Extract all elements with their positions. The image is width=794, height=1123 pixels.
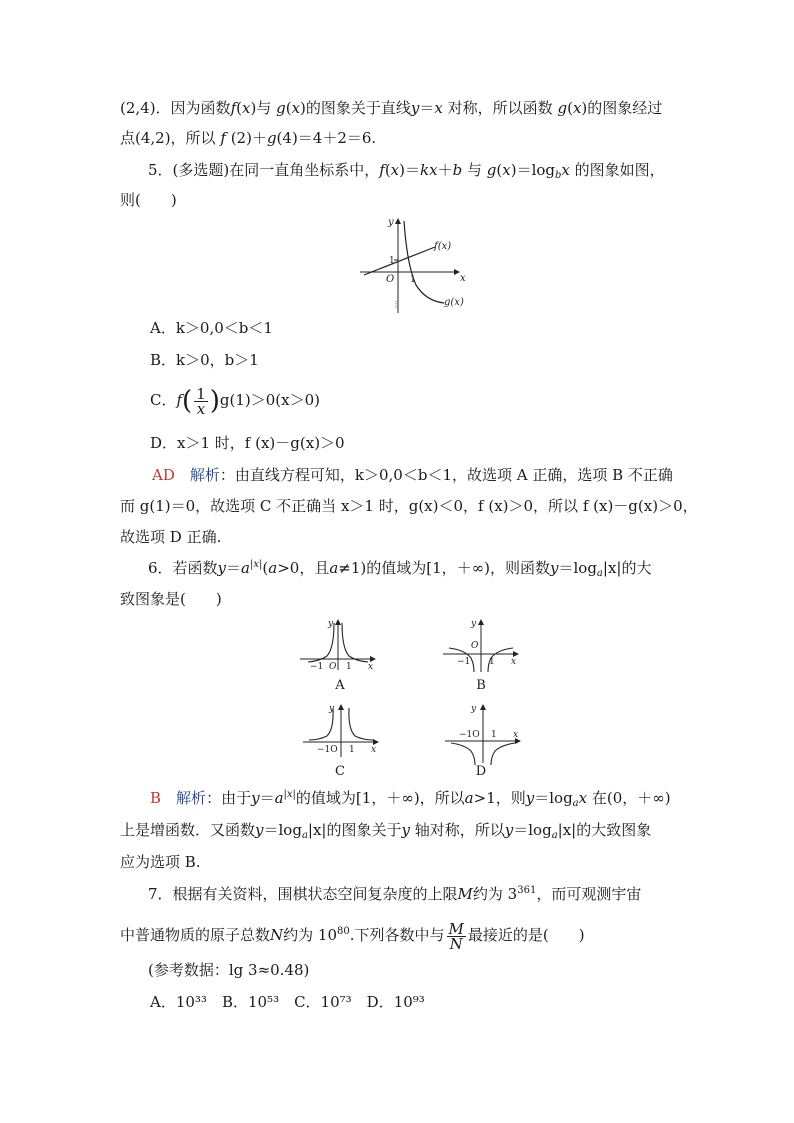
q5-option-c-num: 1	[196, 384, 206, 403]
q6-graph-b	[443, 618, 521, 672]
q6-stem-line-1: 6．若函数$y=a^{|x|}(a>0$，且a≠1)的值域为[1，＋∞)，则函数$y=\log_a|x|$的大	[148, 559, 652, 579]
svg-text:−1: −1	[310, 662, 324, 672]
q6-graph-a	[300, 618, 378, 672]
svg-text:1: 1	[489, 657, 495, 667]
q5-option-b: B．k＞0，b＞1	[150, 351, 259, 369]
svg-text:1: 1	[346, 662, 352, 672]
q7-stem-line-2: 中普通物质的原子总数N约为 $10^{80}$.下列各数中与 $\frac{M}{N}$ 最接近的是( )	[120, 919, 585, 953]
q6-graph-d-label: D	[475, 764, 487, 779]
q6-graph-c-label: C	[335, 764, 345, 779]
q5-graph-tick-y1: 1	[389, 256, 395, 266]
svg-text:−1O: −1O	[459, 730, 480, 740]
q5-explain-line-2: 而 g(1)＝0，故选项 C 不正确当 x＞1 时，g(x)＜0，f (x)＞0，所以 f (x)－g(x)＞0，	[120, 497, 698, 515]
q6-explain-line-2: 上是增函数．又函数$y=\log_a|x|$的图象关于y 轴对称，所以$y=\log_a|x|$的大致图象	[120, 821, 652, 841]
q5-answer: AD	[152, 466, 175, 484]
svg-text:y: y	[471, 619, 477, 629]
svg-text:x: x	[513, 730, 519, 740]
q5-stem-line-1: 5．(多选题)在同一直角坐标系中，f(x)＝kx＋b 与 $g(x)=\log_bx$ 的图象如图，	[148, 161, 665, 181]
q5-graph	[360, 215, 470, 313]
q6-graph-c	[303, 703, 381, 759]
svg-text:y: y	[328, 619, 334, 629]
q5-graph-g-label: g(x)	[444, 297, 464, 308]
q5-graph-tick-x1: 1	[410, 275, 416, 285]
q7-reference: (参考数据：lg 3≈0.48)	[148, 961, 310, 979]
q6-stem-line-2: 致图象是( )	[120, 590, 222, 608]
q6-graph-b-label: B	[476, 678, 486, 693]
svg-text:−1O: −1O	[317, 745, 338, 755]
q5-explain-line-1: AD 解析：由直线方程可知，k＞0,0＜b＜1，故选项 A 正确，选项 B 不正确	[152, 466, 673, 484]
svg-text:x: x	[371, 745, 377, 755]
svg-text:−1: −1	[457, 657, 471, 667]
svg-text:x: x	[368, 662, 374, 672]
svg-text:x: x	[511, 657, 517, 667]
q6-answer: B	[150, 789, 162, 807]
svg-text:O: O	[329, 662, 337, 672]
q5-graph-x-label: x	[460, 273, 466, 284]
q6-explain-line-1: B 解析：由于$y=a^{|x|}$的值域为[1，＋∞)，所以a>1，则$y=\log_ax$ 在(0，＋∞)	[150, 789, 671, 809]
q6-graph-d	[445, 703, 523, 765]
svg-text:O: O	[471, 641, 479, 651]
q5-option-d: D．x＞1 时，f (x)－g(x)＞0	[150, 434, 345, 452]
svg-text:1: 1	[349, 745, 355, 755]
q5-explain-label: 解析	[189, 466, 220, 484]
q5-option-c: C．f( $\frac{1}{x}$ )g(1)＞0(x＞0)	[150, 384, 321, 418]
intro-line-2: 点(4,2)，所以 f (2)＋g(4)＝4＋2＝6.	[120, 129, 377, 147]
q7-stem-line-1: 7．根据有关资料，围棋状态空间复杂度的上限M约为 $3^{361}$，而可观测宇宙	[148, 885, 642, 903]
q5-explain-line-3: 故选项 D 正确.	[120, 528, 222, 546]
q5-stem-line-2: 则( )	[120, 191, 177, 209]
q5-option-a: A．k＞0,0＜b＜1	[150, 319, 273, 337]
svg-text:1: 1	[491, 730, 497, 740]
svg-text:y: y	[471, 704, 477, 714]
q5-graph-y-label: y	[388, 217, 394, 228]
q6-explain-label: 解析	[176, 789, 207, 807]
intro-line-1: (2,4)．因为函数f(x)与 g(x)的图象关于直线y＝x 对称，所以函数 g(x)的图象经过	[120, 99, 663, 117]
q5-graph-origin: O	[386, 274, 395, 285]
q6-graph-a-label: A	[335, 678, 345, 693]
q5-option-c-den: x	[196, 399, 206, 418]
q7-options: A．10³³ B．10⁵³ C．10⁷³ D．10⁹³	[150, 993, 425, 1011]
svg-text:y: y	[329, 704, 335, 714]
q5-graph-f-label: f(x)	[434, 241, 452, 252]
q6-explain-line-3: 应为选项 B.	[120, 853, 201, 871]
